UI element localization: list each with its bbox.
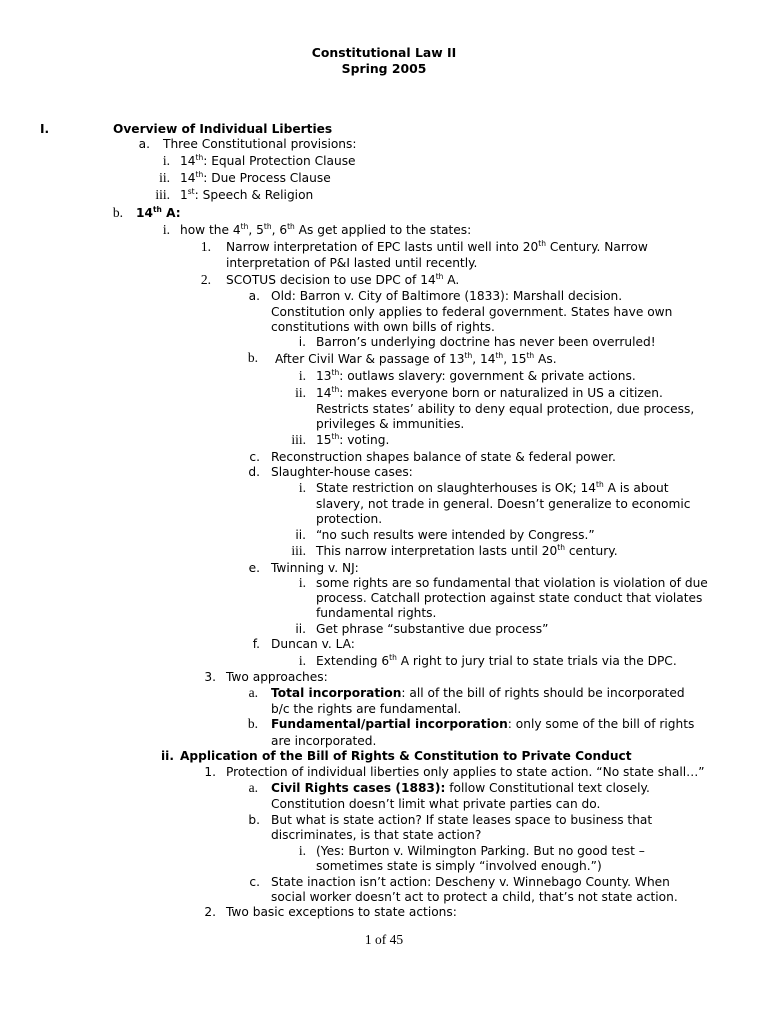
item-marker: ii. xyxy=(159,170,170,185)
page-number: 1 of 45 xyxy=(364,932,404,947)
item-marker: 3. xyxy=(204,670,216,684)
outline-text: 14th: Due Process Clause xyxy=(180,170,331,185)
outline-text: “no such results were intended by Congress.” xyxy=(316,528,595,542)
outline-text: constitutions with own bills of rights. xyxy=(271,320,495,334)
outline-text: 14th: makes everyone born or naturalized in US a citizen. xyxy=(316,385,663,400)
document-subtitle: Spring 2005 xyxy=(341,61,427,76)
item-marker: ii. xyxy=(295,622,306,636)
item-marker: i. xyxy=(298,368,306,383)
outline-text: Civil Rights cases (1883): follow Constitutional text closely. xyxy=(271,781,650,795)
outline-text: Protection of individual liberties only applies to state action. “No state shall…” xyxy=(226,765,705,779)
item-marker: ii. xyxy=(161,749,174,763)
item-marker: a. xyxy=(248,289,260,303)
item-marker: f. xyxy=(252,637,260,651)
outline-text: some rights are so fundamental that violation is violation of due xyxy=(316,576,708,590)
outline-text: Slaughter-house cases: xyxy=(271,465,413,479)
item-marker: 1. xyxy=(200,239,211,254)
item-marker: iii. xyxy=(291,543,306,558)
outline-text: Narrow interpretation of EPC lasts until well into 20th Century. Narrow xyxy=(226,239,648,254)
outline-heading: Application of the Bill of Rights & Constitution to Private Conduct xyxy=(180,749,632,763)
outline-text: Fundamental/partial incorporation: only some of the bill of rights xyxy=(271,717,695,731)
item-marker: i. xyxy=(298,843,306,858)
item-marker: b. xyxy=(247,716,258,731)
outline-text: Duncan v. LA: xyxy=(271,637,355,651)
item-marker: i. xyxy=(162,222,170,237)
outline-text: (Yes: Burton v. Wilmington Parking. But no good test – xyxy=(316,844,645,858)
outline-text: Old: Barron v. City of Baltimore (1833): Marshall decision. xyxy=(271,289,623,303)
outline-text: are incorporated. xyxy=(271,734,377,748)
outline-text: State restriction on slaughterhouses is OK; 14th A is about xyxy=(316,480,669,495)
outline-text: Constitution doesn’t limit what private parties can do. xyxy=(271,797,601,811)
item-marker: c. xyxy=(249,450,260,464)
item-marker: b. xyxy=(248,813,260,827)
outline-text: Twinning v. NJ: xyxy=(271,561,359,575)
item-marker: i. xyxy=(298,480,306,495)
item-marker: a. xyxy=(138,137,150,151)
outline-text: But what is state action? If state leases space to business that xyxy=(271,813,653,827)
outline-text: Extending 6th A right to jury trial to state trials via the DPC. xyxy=(316,653,677,668)
outline-text: social worker doesn’t act to protect a child, that’s not state action. xyxy=(271,890,678,904)
item-marker: i. xyxy=(298,335,306,349)
item-marker: c. xyxy=(249,875,260,889)
outline-text: slavery, not trade in general. Doesn’t generalize to economic xyxy=(316,497,691,511)
outline-text: privileges & immunities. xyxy=(316,417,465,431)
outline-text: b/c the rights are fundamental. xyxy=(271,702,462,716)
item-marker: ii. xyxy=(295,528,306,542)
item-marker: iii. xyxy=(291,432,306,447)
item-marker: i. xyxy=(162,153,170,168)
outline-text: 1st: Speech & Religion xyxy=(180,187,314,202)
outline-text: how the 4th, 5th, 6th As get applied to the states: xyxy=(180,222,472,237)
outline-text: sometimes state is simply “involved enough.”) xyxy=(316,859,602,873)
outline-text: Restricts states’ ability to deny equal protection, due process, xyxy=(316,402,695,416)
outline-text: 15th: voting. xyxy=(316,432,390,447)
outline-text: Constitution only applies to federal government. States have own xyxy=(271,305,673,319)
item-marker: a. xyxy=(248,780,258,795)
outline-text: Two approaches: xyxy=(226,670,328,684)
outline-text: fundamental rights. xyxy=(316,606,437,620)
item-marker: 2. xyxy=(204,905,216,919)
item-marker: a. xyxy=(248,685,258,700)
outline-text: process. Catchall protection against state conduct that violates xyxy=(316,591,703,605)
outline-text: 13th: outlaws slavery: government & private actions. xyxy=(316,368,636,383)
outline-text: Three Constitutional provisions: xyxy=(163,137,357,151)
outline-text: Get phrase “substantive due process” xyxy=(316,622,549,636)
outline-text: 14th: Equal Protection Clause xyxy=(180,153,356,168)
outline-text: After Civil War & passage of 13th, 14th, 15th As. xyxy=(275,351,557,366)
outline-text: Two basic exceptions to state actions: xyxy=(226,905,457,919)
outline-text: protection. xyxy=(316,512,383,526)
outline-text: interpretation of P&I lasted until recently. xyxy=(226,256,478,270)
outline-text: SCOTUS decision to use DPC of 14th A. xyxy=(226,272,460,287)
item-marker: 2. xyxy=(200,272,211,287)
item-marker: 1. xyxy=(204,765,216,779)
item-marker: ii. xyxy=(295,385,306,400)
outline-text: Total incorporation: all of the bill of rights should be incorporated xyxy=(271,686,685,700)
item-marker: i. xyxy=(298,653,306,668)
outline-text: discriminates, is that state action? xyxy=(271,828,482,842)
outline-text: Barron’s underlying doctrine has never been overruled! xyxy=(316,335,656,349)
item-marker: b. xyxy=(247,350,258,365)
section-marker: I. xyxy=(40,122,50,136)
document-title: Constitutional Law II xyxy=(311,45,457,60)
section-heading: Overview of Individual Liberties xyxy=(113,122,333,136)
item-marker: i. xyxy=(298,575,306,590)
outline-text: State inaction isn’t action: Descheny v. Winnebago County. When xyxy=(271,875,670,889)
item-marker: b. xyxy=(112,205,123,220)
item-marker: e. xyxy=(248,561,260,575)
item-marker: d. xyxy=(248,465,260,479)
item-marker: iii. xyxy=(155,187,170,202)
outline-text: This narrow interpretation lasts until 20th century. xyxy=(316,543,618,558)
outline-text: Reconstruction shapes balance of state & federal power. xyxy=(271,450,616,464)
outline-heading: 14th A: xyxy=(136,205,181,220)
